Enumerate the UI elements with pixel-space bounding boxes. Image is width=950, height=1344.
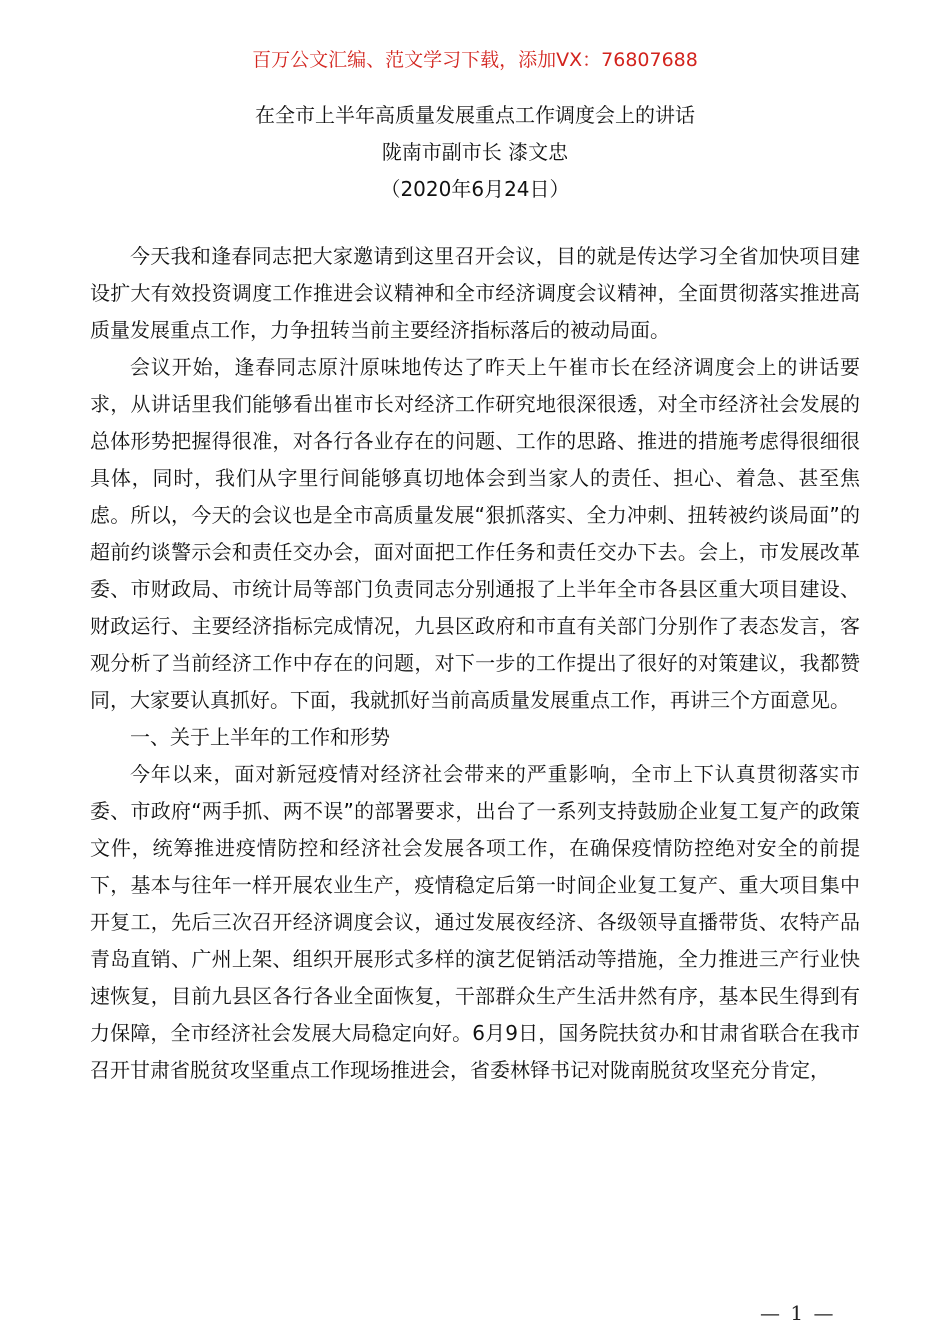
section-heading-1: 一、关于上半年的工作和形势 [130, 725, 390, 749]
document-author: 陇南市副市长 漆文忠 [381, 140, 569, 164]
watermark-banner: 百万公文汇编、范文学习下载，添加VX：76807688 [252, 49, 698, 71]
document-date: （2020年6月24日） [380, 177, 570, 201]
paragraph-first-half-review: 今年以来，面对新冠疫情对经济社会带来的严重影响，全市上下认真贯彻落实市委、市政府“两手抓、两不误”的部署要求，出台了一系列支持鼓励企业复工复产的政策文件，统筹推进疫情防控和经济社会发展各项工作，在确保疫情防控绝对安全的前提下，基本与往年一样开展农业生产，疫情稳定后第一时间企业复工复产、重大项目集中开复工，先后三次召开经济调度会议，通过发展夜经济、各级领导直播带货、农特产品青岛直销、广州上架、组织开展形式多样的演艺促销活动等措施，全力推进三产行业快速恢复，目前九县区各行各业全面恢复，干部群众生产生活井然有序，基本民生得到有力保障，全市经济社会发展大局稳定向好。6月9日，国务院扶贫办和甘肃省联合在我市召开甘肃省脱贫攻坚重点工作现场推进会，省委林铎书记对陇南脱贫攻坚充分肯定， [90, 762, 860, 1082]
document-header [0, 97, 950, 208]
document-title: 在全市上半年高质量发展重点工作调度会上的讲话 [255, 103, 695, 127]
paragraph-intro: 今天我和逢春同志把大家邀请到这里召开会议，目的就是传达学习全省加快项目建设扩大有效投资调度工作推进会议精神和全市经济调度会议精神，全面贯彻落实推进高质量发展重点工作，力争扭转当前主要经济指标落后的被动局面。 [90, 244, 860, 342]
page-number: — 1 — [760, 1301, 836, 1325]
document-body [90, 238, 860, 1089]
paragraph-meeting-summary: 会议开始，逢春同志原汁原味地传达了昨天上午崔市长在经济调度会上的讲话要求，从讲话里我们能够看出崔市长对经济工作研究地很深很透，对全市经济社会发展的总体形势把握得很准，对各行各业存在的问题、工作的思路、推进的措施考虑得很细很具体，同时，我们从字里行间能够真切地体会到当家人的责任、担心、着急、甚至焦虑。所以，今天的会议也是全市高质量发展“狠抓落实、全力冲刺、扭转被约谈局面”的超前约谈警示会和责任交办会，面对面把工作任务和责任交办下去。会上，市发展改革委、市财政局、市统计局等部门负责同志分别通报了上半年全市各县区重大项目建设、财政运行、主要经济指标完成情况，九县区政府和市直有关部门分别作了表态发言，客观分析了当前经济工作中存在的问题，对下一步的工作提出了很好的对策建议，我都赞同，大家要认真抓好。下面，我就抓好当前高质量发展重点工作，再讲三个方面意见。 [90, 355, 860, 712]
